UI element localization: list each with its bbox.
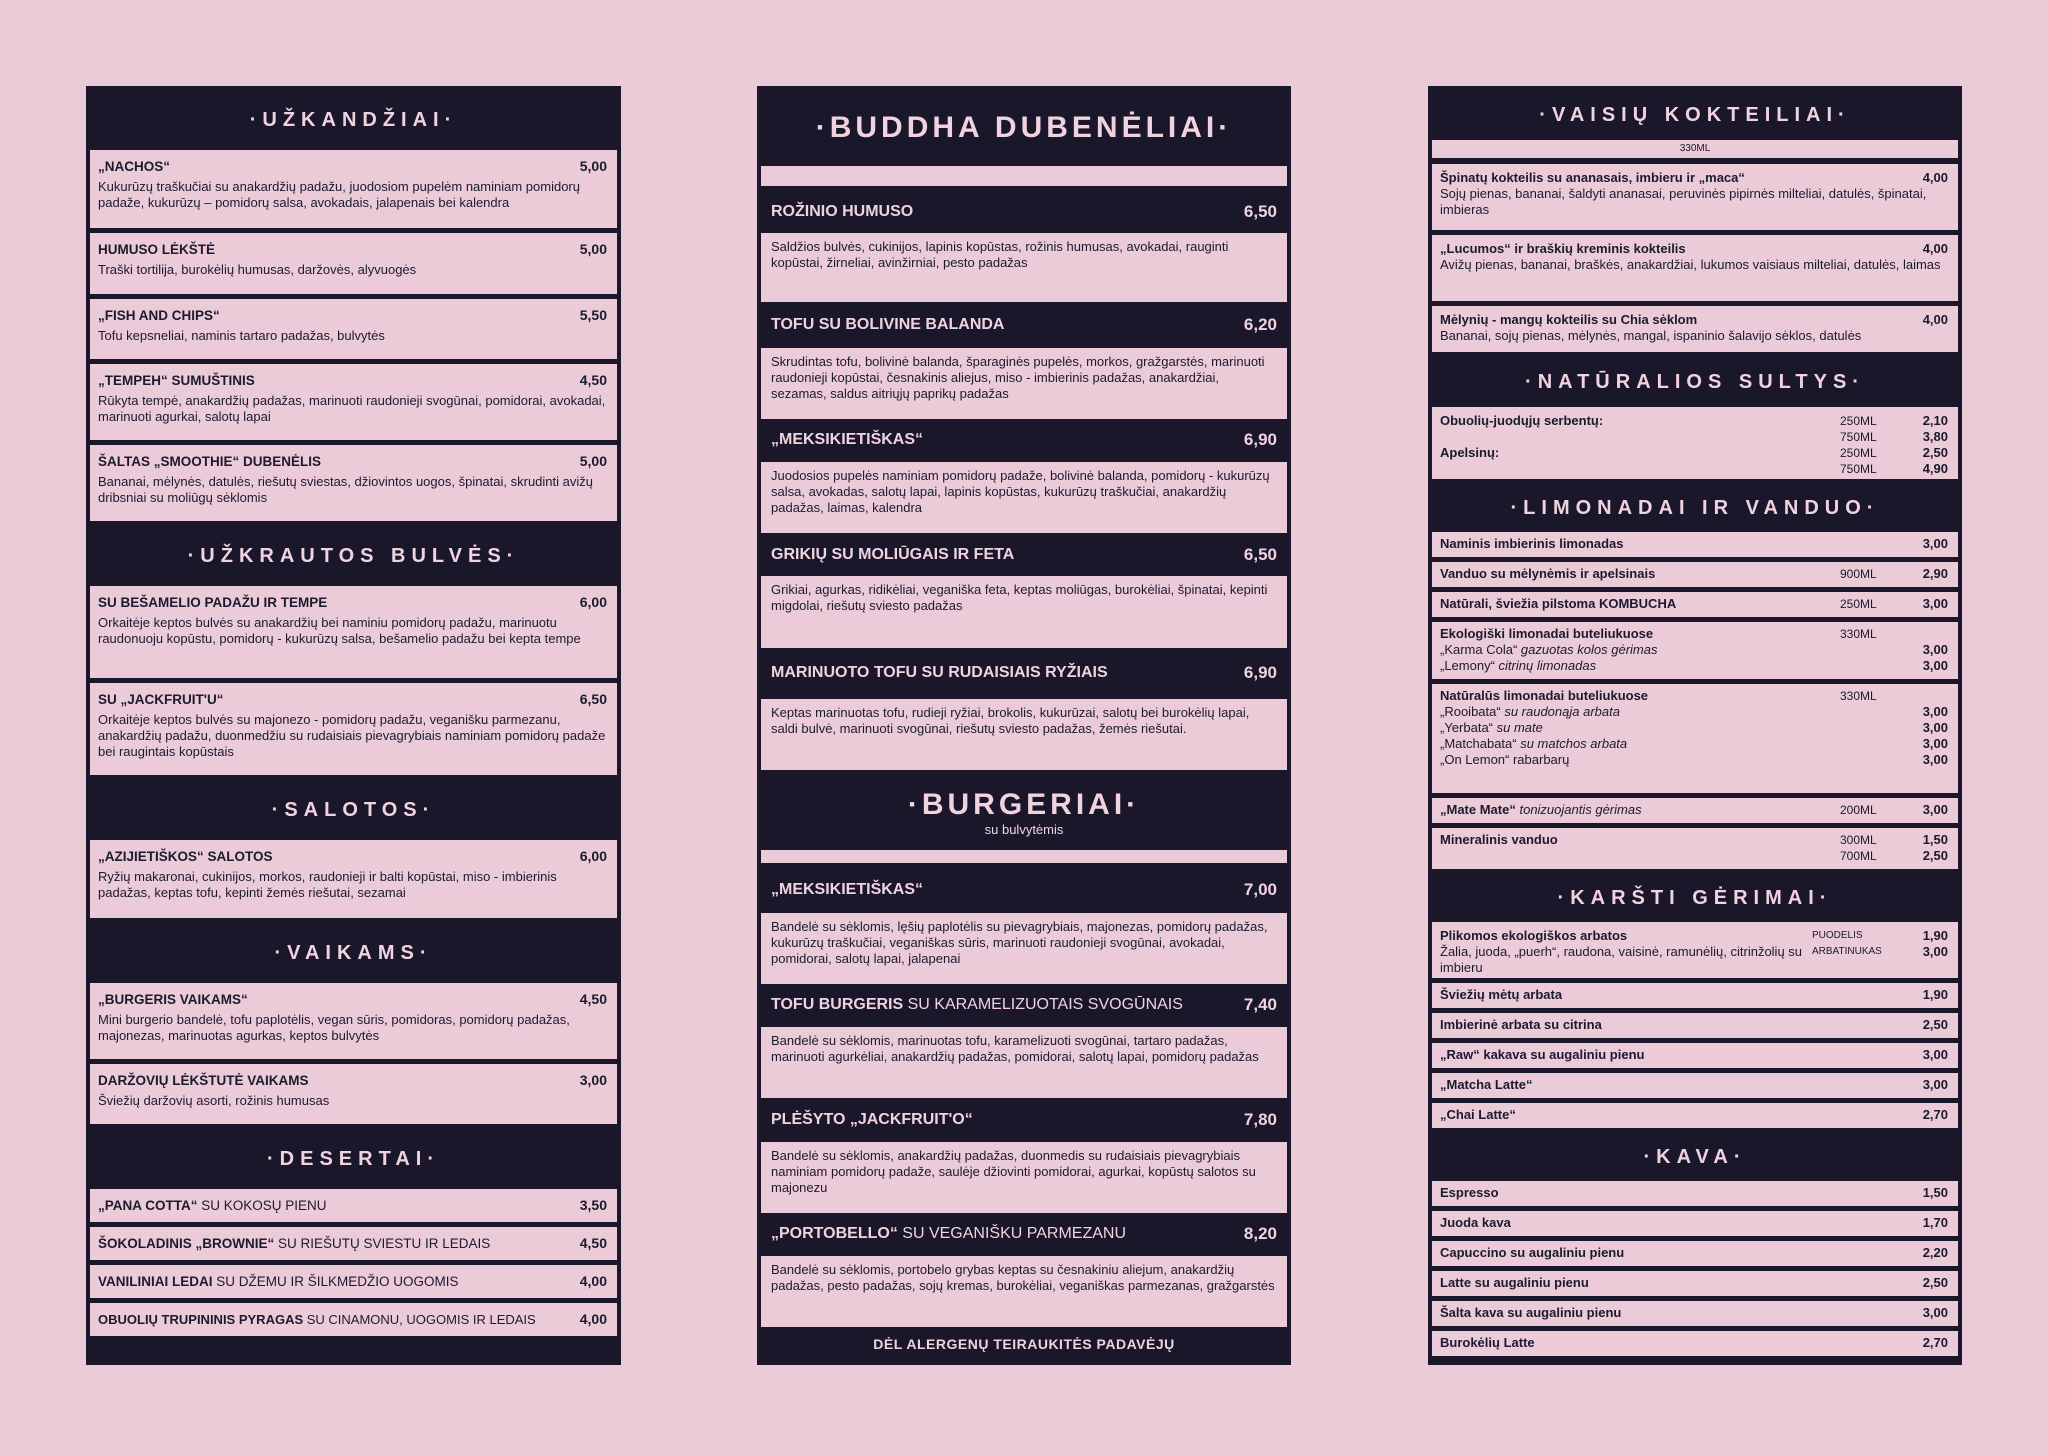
item-name: „MEKSIKIETIŠKAS“: [771, 880, 924, 898]
item-name: Mineralinis vanduo: [1440, 832, 1558, 847]
menu-item: [1432, 562, 1958, 587]
item-desc: Mini burgerio bandelė, tofu paplotėlis, vegan sūris, pomidoras, pomidorų padažas, majonezas, marinuotas agurkas, keptos bulvytės: [98, 1012, 570, 1043]
section-title-fruit-cocktails: ·VAISIŲ KOKTEILIAI·: [1539, 104, 1851, 126]
item-name: „MEKSIKIETIŠKAS“: [771, 431, 924, 449]
item-name: Latte su augaliniu pienu: [1440, 1275, 1589, 1290]
item-name: Apelsinų:: [1440, 445, 1500, 460]
menu-item: [1432, 1331, 1958, 1356]
menu-item: [90, 683, 617, 775]
item-price: 6,50: [1243, 544, 1277, 564]
item-desc: Orkaitėje keptos bulvės su majonezo - pomidorų padažu, veganišku parmezanu, anakardžių padažu, duonmedžiu su rudaisiais pievagrybiais naminiam pomidorų padaže bei raugintais kopūstais: [98, 712, 606, 759]
menu-item: [90, 445, 617, 521]
menu-item: [90, 1265, 617, 1298]
section-title-kids: ·VAIKAMS·: [274, 942, 433, 964]
item-name: Obuolių-juodųjų serbentų:: [1440, 413, 1604, 428]
menu-item-header: [761, 984, 1287, 1027]
item-volume: 330ML: [1840, 689, 1877, 703]
item-price: 2,70: [1922, 1107, 1948, 1122]
item-desc: Orkaitėje keptos bulvės su anakardžių bei naminiu pomidorų padažu, marinuotu raudonuoju kopūstu, pomidorų - kukurūzų salsa, bešamelio padažu bei kepta tempe: [98, 615, 581, 646]
menu-item: [90, 233, 617, 294]
item-price: 2,50: [1922, 445, 1948, 460]
item-price: 4,00: [579, 1273, 607, 1289]
menu-item: [1432, 684, 1958, 793]
item-price: 3,00: [579, 1072, 607, 1088]
item-name: HUMUSO LĖKŠTĖ: [98, 242, 216, 257]
menu-item: [1432, 1043, 1958, 1068]
item-price: 6,00: [579, 848, 607, 864]
item-desc: Skrudintas tofu, bolivinė balanda, šparaginės pupelės, morkos, gražgarstės, marinuoti raudonieji kopūstai, česnakinis aliejus, miso - imbierinis padažas, anakardžiai, sezamas, saldus aitriųjų paprikų padažas: [761, 348, 1287, 419]
item-price: 4,00: [1922, 312, 1948, 327]
item-price: 3,00: [1922, 1047, 1948, 1062]
section-title-appetizers: ·UŽKANDŽIAI·: [249, 109, 458, 131]
menu-item: [1432, 798, 1958, 823]
item-volume: 330ML: [1840, 627, 1877, 641]
section-title-natural-juices: ·NATŪRALIOS SULTYS·: [1525, 371, 1865, 393]
divider-bar: [761, 166, 1287, 186]
item-name: „NACHOS“: [98, 159, 171, 174]
item-name: Mėlynių - mangų kokteilis su Chia sėklom: [1440, 312, 1698, 327]
item-name: „AZIJIETIŠKOS“ SALOTOS: [98, 849, 273, 864]
item-price: 2,50: [1922, 1275, 1948, 1290]
menu-item: [1432, 1211, 1958, 1236]
item-name: Imbierinė arbata su citrina: [1440, 1017, 1602, 1032]
item-name: DARŽOVIŲ LĖKŠTUTĖ VAIKAMS: [98, 1073, 309, 1088]
item-price: 3,00: [1922, 658, 1948, 673]
item-desc: Bandelė su sėklomis, lęšių paplotėlis su pievagrybiais, majonezas, pomidorų padažas, kukurūzų traškučiai, veganiškas sūris, marinuoti raudonieji svogūnai, avokadai, pomidorai, salotų lapai, jalapenai: [761, 913, 1287, 984]
section-title-coffee: ·KAVA·: [1643, 1146, 1747, 1168]
menu-item: [90, 586, 617, 678]
allergen-note: DĖL ALERGENŲ TEIRAUKITĖS PADAVĖJŲ: [873, 1336, 1175, 1353]
item-name: „Matcha Latte“: [1440, 1077, 1533, 1092]
menu-item: [90, 840, 617, 918]
menu-item: [1432, 592, 1958, 617]
item-price: 1,50: [1922, 832, 1948, 847]
item-price: 5,00: [579, 158, 607, 174]
item-price: 7,00: [1243, 879, 1277, 899]
item-price: 3,00: [1922, 704, 1948, 719]
item-price: 1,90: [1922, 987, 1948, 1002]
menu-item-header: [761, 533, 1287, 576]
divider-bar: [761, 850, 1287, 864]
item-volume: 250ML: [1840, 446, 1877, 460]
section-title-buddha-bowls: ·BUDDHA DUBENĖLIAI·: [815, 111, 1233, 144]
item-name: ROŽINIO HUMUSO: [771, 203, 914, 221]
item-desc: Keptas marinuotas tofu, rudieji ryžiai, brokolis, kukurūzai, salotų bei burokėlių lapai, saldi bulvė, marinuoti svogūnai, riešutų sviesto padažas, žemės riešutai.: [761, 699, 1287, 770]
item-name: Šalta kava su augaliniu pienu: [1440, 1305, 1622, 1320]
item-price: 3,00: [1922, 1305, 1948, 1320]
menu-item: [1432, 235, 1958, 301]
item-price: 4,50: [579, 991, 607, 1007]
item-name: „BURGERIS VAIKAMS“: [98, 992, 248, 1007]
item-name: „PANA COTTA“ SU KOKOSŲ PIENU: [98, 1198, 327, 1213]
item-name: Juoda kava: [1440, 1215, 1511, 1230]
item-price: 2,50: [1922, 1017, 1948, 1032]
item-price: 7,80: [1243, 1109, 1277, 1129]
item-name: „Lemony“ citrinų limonadas: [1440, 658, 1597, 673]
menu-item: [1432, 1073, 1958, 1098]
menu-item-header: [761, 302, 1287, 347]
item-desc: Šviežių daržovių asorti, rožinis humusas: [98, 1093, 330, 1108]
item-price: 6,90: [1243, 663, 1277, 683]
item-desc: Žalia, juoda, „puerh“, raudona, vaisinė, ramunėlių, citrinžolių su imbieru: [1440, 944, 1803, 975]
item-name: GRIKIŲ SU MOLIŪGAIS IR FETA: [771, 545, 1015, 563]
item-name: Vanduo su mėlynėmis ir apelsinais: [1440, 566, 1656, 581]
menu-item-header: [761, 419, 1287, 462]
item-name: Burokėlių Latte: [1440, 1335, 1535, 1350]
item-name: Espresso: [1440, 1185, 1499, 1200]
item-price: 4,50: [579, 372, 607, 388]
item-price: 6,90: [1243, 430, 1277, 450]
menu-item-header: [761, 867, 1287, 912]
menu-item-header: [761, 1098, 1287, 1141]
item-name: „Lucumos“ ir braškių kreminis kokteilis: [1440, 241, 1686, 256]
item-price: 1,50: [1922, 1185, 1948, 1200]
item-name: SU „JACKFRUIT'U“: [98, 692, 224, 707]
item-price: 4,00: [579, 1311, 607, 1327]
menu-item: [1432, 1181, 1958, 1206]
item-price: 2,70: [1922, 1335, 1948, 1350]
item-price: 3,50: [579, 1197, 607, 1213]
item-price: 3,00: [1922, 596, 1948, 611]
item-name: Ekologiški limonadai buteliukuose: [1440, 626, 1654, 641]
item-name: ŠALTAS „SMOOTHIE“ DUBENĖLIS: [98, 454, 322, 469]
menu-item: [1432, 1013, 1958, 1038]
section-title-loaded-potatoes: ·UŽKRAUTOS BULVĖS·: [187, 545, 520, 567]
item-desc: Bananai, mėlynės, datulės, riešutų sviestas, džiovintos uogos, špinatai, skrudinti avižų dribsniai su moliūgų sėklomis: [98, 474, 593, 505]
item-name: „Matchabata“ su matchos arbata: [1440, 736, 1628, 751]
item-price: 3,00: [1922, 720, 1948, 735]
item-price: 3,00: [1922, 752, 1948, 767]
item-name: „Karma Cola“ gazuotas kolos gėrimas: [1440, 642, 1658, 657]
item-price: 3,00: [1922, 944, 1948, 959]
item-price: 7,40: [1243, 995, 1277, 1015]
item-volume: 250ML: [1840, 414, 1877, 428]
item-desc: Kukurūzų traškučiai su anakardžių padažu, juodosiom pupelėm naminiam pomidorų padaže, kukurūzų – pomidorų salsa, avokadais, jalapenais bei kalendra: [98, 179, 580, 210]
item-name: „TEMPEH“ SUMUŠTINIS: [98, 373, 255, 388]
item-price: 3,00: [1922, 536, 1948, 551]
section-title-salads: ·SALOTOS·: [271, 799, 436, 821]
item-name: Naminis imbierinis limonadas: [1440, 536, 1624, 551]
item-desc: Sojų pienas, bananai, šaldyti ananasai, peruvinės pipirnės milteliai, datulės, špinatai, imbieras: [1440, 186, 1927, 217]
item-price: 1,70: [1922, 1215, 1948, 1230]
item-name: Špinatų kokteilis su ananasais, imbieru ir „maca“: [1440, 170, 1745, 185]
item-volume: 200ML: [1840, 803, 1877, 817]
menu-item: [1432, 407, 1958, 479]
item-name: „PORTOBELLO“ SU VEGANIŠKU PARMEZANU: [771, 1225, 1127, 1243]
item-name: OBUOLIŲ TRUPININIS PYRAGAS SU CINAMONU, UOGOMIS IR LEDAIS: [98, 1312, 536, 1327]
item-name: „Mate Mate“ tonizuojantis gėrimas: [1440, 802, 1642, 817]
item-name: TOFU BURGERIS SU KARAMELIZUOTAIS SVOGŪNAIS: [771, 996, 1183, 1014]
item-desc: Tofu kepsneliai, naminis tartaro padažas, bulvytės: [98, 328, 385, 343]
item-price: 2,10: [1922, 413, 1948, 428]
serving-option: PUODELIS: [1812, 930, 1863, 941]
item-price: 3,80: [1922, 429, 1948, 444]
item-desc: Traški tortilija, burokėlių humusas, daržovės, alyvuogės: [98, 262, 417, 277]
menu-item: [1432, 1271, 1958, 1296]
item-name: ŠOKOLADINIS „BROWNIE“ SU RIEŠUTŲ SVIESTU IR LEDAIS: [98, 1236, 491, 1251]
section-title-hot-drinks: ·KARŠTI GĖRIMAI·: [1557, 887, 1833, 909]
menu-item: [1432, 1301, 1958, 1326]
menu-item: [1432, 306, 1958, 352]
item-price: 2,20: [1922, 1245, 1948, 1260]
item-name: „Raw“ kakava su augaliniu pienu: [1440, 1047, 1645, 1062]
menu-item: [1432, 1103, 1958, 1128]
item-price: 3,00: [1922, 802, 1948, 817]
item-volume: 750ML: [1840, 430, 1877, 444]
item-name: SU BEŠAMELIO PADAŽU IR TEMPE: [98, 595, 328, 610]
item-desc: Grikiai, agurkas, ridikėliai, veganiška feta, keptas moliūgas, burokėliai, špinatai, kepinti migdolai, riešutų sviesto padažas: [761, 576, 1287, 647]
menu-item: [90, 150, 617, 228]
item-price: 4,00: [1922, 170, 1948, 185]
item-price: 3,00: [1922, 642, 1948, 657]
item-volume: 250ML: [1840, 597, 1877, 611]
item-name: „Chai Latte“: [1440, 1107, 1516, 1122]
menu-item: [90, 1189, 617, 1222]
item-name: TOFU SU BOLIVINE BALANDA: [771, 315, 1005, 333]
item-desc: Saldžios bulvės, cukinijos, lapinis kopūstas, rožinis humusas, avokadai, rauginti kopūstai, žirneliai, avinžirniai, pesto padažas: [761, 233, 1287, 302]
menu-item: [1432, 622, 1958, 679]
item-volume: 700ML: [1840, 849, 1877, 863]
item-name: VANILINIAI LEDAI SU DŽEMU IR ŠILKMEDŽIO UOGOMIS: [98, 1274, 459, 1289]
item-name: Natūralūs limonadai buteliukuose: [1440, 688, 1649, 703]
item-price: 5,00: [579, 453, 607, 469]
item-name: MARINUOTO TOFU SU RUDAISIAIS RYŽIAIS: [771, 664, 1108, 682]
menu-item: [90, 1227, 617, 1260]
item-name: „On Lemon“ rabarbarų: [1440, 752, 1570, 767]
item-price: 4,50: [579, 1235, 607, 1251]
menu-item: [90, 364, 617, 440]
section-title-desserts: ·DESERTAI·: [267, 1148, 440, 1170]
item-price: 5,00: [579, 241, 607, 257]
item-name: „Yerbata“ su mate: [1440, 720, 1543, 735]
item-desc: Bandelė su sėklomis, anakardžių padažas, duonmedis su rudaisiais pievagrybiais naminiam pomidorų padaže, saulėje džiovinti pomidorai, agurkai, kopūstų salotos su majonezu: [761, 1142, 1287, 1213]
item-price: 1,90: [1922, 928, 1948, 943]
menu-item: [90, 983, 617, 1059]
volume-label: 330ML: [1432, 140, 1958, 158]
menu-item: [90, 1064, 617, 1124]
item-desc: Bandelė su sėklomis, marinuotas tofu, karamelizuoti svogūnai, tartaro padažas, marinuoti agurkėliai, anakardžių padažas, pomidorai, salotų lapai, pomidorų padažas: [761, 1027, 1287, 1098]
item-volume: 300ML: [1840, 833, 1877, 847]
item-volume: 900ML: [1840, 567, 1877, 581]
item-price: 6,20: [1243, 314, 1277, 334]
menu-item-header: [761, 192, 1287, 233]
menu-item: [1432, 922, 1958, 978]
item-price: 6,00: [579, 594, 607, 610]
item-volume: 750ML: [1840, 462, 1877, 476]
item-desc: Ryžių makaronai, cukinijos, morkos, raudonieji ir balti kopūstai, miso - imbierinis padažas, keptas tofu, kepinti žemės riešutai, sezamai: [98, 869, 557, 900]
section-title-lemonades-water: ·LIMONADAI IR VANDUO·: [1510, 497, 1880, 519]
menu-item: [1432, 983, 1958, 1008]
menu-panel-left: [86, 86, 621, 1365]
item-name: „FISH AND CHIPS“: [98, 308, 220, 323]
menu-panel-middle: [757, 86, 1291, 1365]
item-price: 6,50: [579, 691, 607, 707]
item-name: Capuccino su augaliniu pienu: [1440, 1245, 1625, 1260]
item-name: PLĖŠYTO „JACKFRUIT'O“: [771, 1110, 973, 1128]
item-desc: Avižų pienas, bananai, braškės, anakardžiai, lukumos vaisiaus milteliai, datulės, laimas: [1440, 257, 1941, 272]
item-price: 2,90: [1922, 566, 1948, 581]
item-price: 3,00: [1922, 736, 1948, 751]
item-price: 2,50: [1922, 848, 1948, 863]
serving-option: ARBATINUKAS: [1812, 946, 1882, 957]
item-name: „Rooibata“ su raudonąja arbata: [1440, 704, 1620, 719]
menu-item-header: [761, 1213, 1287, 1256]
item-desc: Bananai, sojų pienas, mėlynės, mangal, ispaninio šalavijo sėklos, datulės: [1440, 328, 1862, 343]
item-desc: Juodosios pupelės naminiam pomidorų padaže, bolivinė balanda, pomidorų - kukurūzų salsa, avokadas, salotų lapai, lapinis kopūstas, kukurūzų traškučiai, anakardžių padažas, laimas, kalendra: [761, 462, 1287, 533]
item-price: 8,20: [1243, 1224, 1277, 1244]
menu-item: [1432, 1241, 1958, 1266]
item-name: Natūrali, šviežia pilstoma KOMBUCHA: [1440, 596, 1677, 611]
item-name: Šviežių mėtų arbata: [1440, 987, 1563, 1002]
item-price: 3,00: [1922, 1077, 1948, 1092]
item-price: 4,90: [1922, 461, 1948, 476]
section-subtitle: su bulvytėmis: [984, 821, 1064, 837]
menu-item: [1432, 828, 1958, 869]
item-price: 4,00: [1922, 241, 1948, 256]
item-desc: Bandelė su sėklomis, portobelo grybas keptas su česnakiniu aliejum, anakardžių padažas, pesto padažas, sojų kremas, burokėliai, veganiškas parmezanas, gražgarstės: [761, 1256, 1287, 1327]
item-price: 6,50: [1243, 202, 1277, 222]
menu-item-header: [761, 648, 1287, 699]
item-desc: Rūkyta tempė, anakardžių padažas, marinuoti raudonieji svogūnai, pomidorai, avokadai, marinuoti agurkai, salotų lapai: [98, 393, 606, 424]
item-name: Plikomos ekologiškos arbatos: [1440, 928, 1628, 943]
menu-item: [90, 299, 617, 359]
menu-item: [1432, 164, 1958, 230]
item-price: 5,50: [579, 307, 607, 323]
menu-item: [1432, 532, 1958, 557]
menu-item: [90, 1303, 617, 1336]
menu-panel-right: [1428, 86, 1962, 1365]
section-title-burgers: ·BURGERIAI·: [907, 787, 1141, 821]
